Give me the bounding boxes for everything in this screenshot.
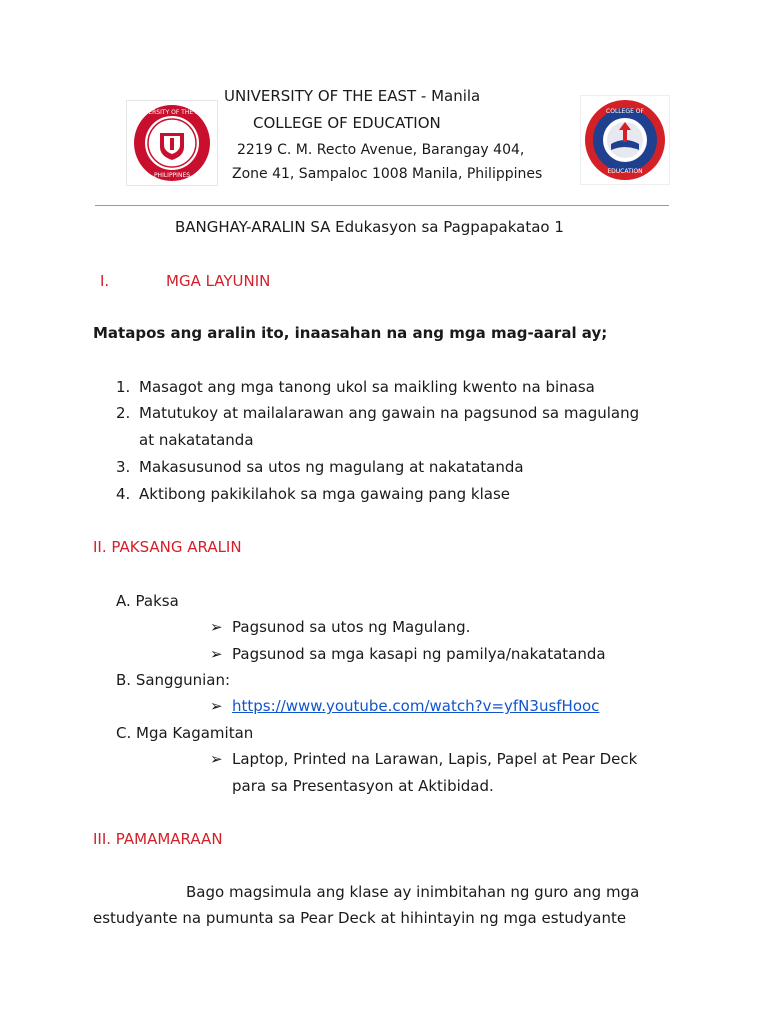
svg-text:UNIVERSITY OF THE EAST: UNIVERSITY OF THE EAST xyxy=(133,109,211,116)
arrow-bullet-icon: ➢ xyxy=(210,697,223,715)
reference-link[interactable]: https://www.youtube.com/watch?v=yfN3usfHooc xyxy=(232,697,600,715)
list-item: Matutukoy at mailalarawan ang gawain na pagsunod sa magulang xyxy=(139,404,640,422)
subsection-b-label: B. Sanggunian: xyxy=(116,671,231,689)
section-3-heading: III. PAMAMARAAN xyxy=(93,830,223,848)
list-item: Masagot ang mga tanong ukol sa maikling kwento na binasa xyxy=(139,378,595,396)
ue-seal-icon xyxy=(127,101,217,185)
svg-text:EDUCATION: EDUCATION xyxy=(607,168,643,175)
list-item-continuation: at nakatatanda xyxy=(139,431,254,449)
header-divider xyxy=(95,205,669,206)
address-line-1: 2219 C. M. Recto Avenue, Barangay 404, xyxy=(237,142,525,158)
list-item-number: 4. xyxy=(116,485,131,503)
arrow-bullet-icon: ➢ xyxy=(210,750,223,768)
list-item: Pagsunod sa mga kasapi ng pamilya/nakatatanda xyxy=(232,645,606,663)
college-name: COLLEGE OF EDUCATION xyxy=(253,114,441,132)
arrow-bullet-icon: ➢ xyxy=(210,645,223,663)
paragraph-line-1: Bago magsimula ang klase ay inimbitahan ng guro ang mga xyxy=(186,883,640,901)
svg-text:COLLEGE OF: COLLEGE OF xyxy=(606,108,644,115)
section-1-number: I. xyxy=(100,272,110,290)
list-item: Pagsunod sa utos ng Magulang. xyxy=(232,618,471,636)
subsection-a-label: A. Paksa xyxy=(116,592,179,610)
list-item-number: 2. xyxy=(116,404,131,422)
document-title: BANGHAY-ARALIN SA Edukasyon sa Pagpapakatao 1 xyxy=(175,218,564,236)
list-item: Laptop, Printed na Larawan, Lapis, Papel at Pear Deck xyxy=(232,750,638,768)
university-name: UNIVERSITY OF THE EAST - Manila xyxy=(224,87,481,105)
address-line-2: Zone 41, Sampaloc 1008 Manila, Philippines xyxy=(232,166,543,182)
college-seal-icon xyxy=(581,96,669,184)
list-item: Makasusunod sa utos ng magulang at nakatatanda xyxy=(139,458,524,476)
list-item-number: 1. xyxy=(116,378,131,396)
list-item-number: 3. xyxy=(116,458,131,476)
arrow-bullet-icon: ➢ xyxy=(210,618,223,636)
list-item-continuation: para sa Presentasyon at Aktibidad. xyxy=(232,777,494,795)
objectives-intro: Matapos ang aralin ito, inaasahan na ang mga mag-aaral ay; xyxy=(93,324,608,342)
svg-text:PHILIPPINES: PHILIPPINES xyxy=(153,172,191,179)
paragraph-line-2: estudyante na pumunta sa Pear Deck at hihintayin ng mga estudyante xyxy=(93,909,627,927)
section-1-heading: MGA LAYUNIN xyxy=(166,272,271,290)
list-item: Aktibong pakikilahok sa mga gawaing pang klase xyxy=(139,485,511,503)
section-2-heading: II. PAKSANG ARALIN xyxy=(93,538,242,556)
subsection-c-label: C. Mga Kagamitan xyxy=(116,724,254,742)
ue-logo xyxy=(126,100,218,186)
coe-logo xyxy=(580,95,670,185)
